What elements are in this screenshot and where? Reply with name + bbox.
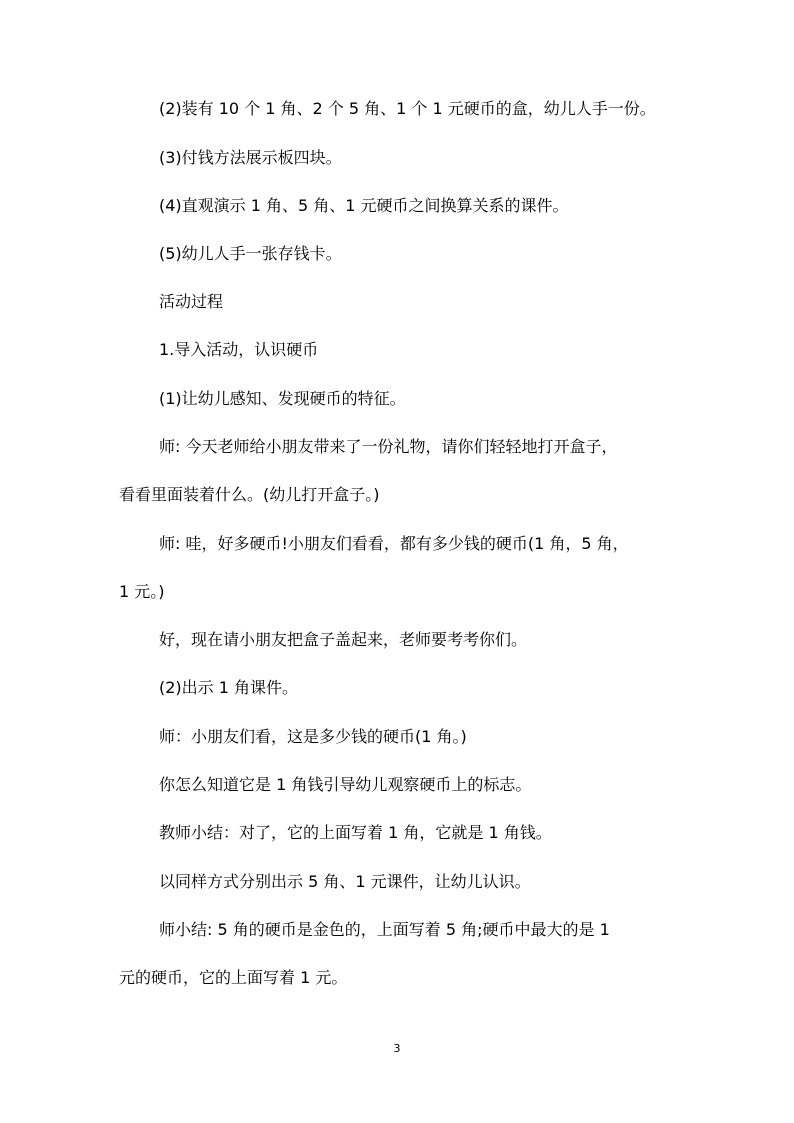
paragraph-materials-5: (5)幼儿人手一张存钱卡。	[159, 244, 342, 263]
page-number: 3	[393, 1042, 401, 1055]
paragraph-teacher-gift-line-2: 看看里面装着什么。(幼儿打开盒子。)	[119, 485, 380, 504]
paragraph-materials-4: (4)直观演示 1 角、5 角、1 元硬币之间换算关系的课件。	[159, 196, 569, 215]
subheading-introduce-coins: 1.导入活动，认识硬币	[159, 340, 319, 359]
paragraph-materials-3: (3)付钱方法展示板四块。	[159, 148, 342, 167]
paragraph-teacher-question: 师：小朋友们看，这是多少钱的硬币(1 角。)	[159, 727, 467, 746]
section-heading-activity-process: 活动过程	[159, 292, 224, 311]
paragraph-teacher-summary: 教师小结：对了，它的上面写着 1 角，它就是 1 角钱。	[159, 823, 552, 842]
paragraph-teacher-coins-line-1: 师: 哇，好多硬币!小朋友们看看，都有多少钱的硬币(1 角，5 角，	[159, 534, 629, 553]
paragraph-step-1: (1)让幼儿感知、发现硬币的特征。	[159, 389, 406, 408]
paragraph-teacher-conclusion-line-1: 师小结: 5 角的硬币是金色的，上面写着 5 角;硬币中最大的是 1	[159, 920, 610, 939]
paragraph-teacher-conclusion-line-2: 元的硬币，它的上面写着 1 元。	[119, 968, 348, 987]
paragraph-close-box: 好，现在请小朋友把盒子盖起来，老师要考考你们。	[159, 630, 528, 649]
paragraph-materials-2: (2)装有 10 个 1 角、2 个 5 角、1 个 1 元硬币的盒，幼儿人手一份。	[159, 99, 656, 118]
paragraph-how-know: 你怎么知道它是 1 角钱引导幼儿观察硬币上的标志。	[159, 775, 532, 794]
paragraph-teacher-coins-line-2: 1 元。)	[119, 582, 165, 601]
paragraph-same-way: 以同样方式分别出示 5 角、1 元课件，让幼儿认识。	[159, 872, 531, 891]
paragraph-step-2: (2)出示 1 角课件。	[159, 678, 299, 697]
paragraph-teacher-gift-line-1: 师: 今天老师给小朋友带来了一份礼物，请你们轻轻地打开盒子，	[159, 437, 618, 456]
